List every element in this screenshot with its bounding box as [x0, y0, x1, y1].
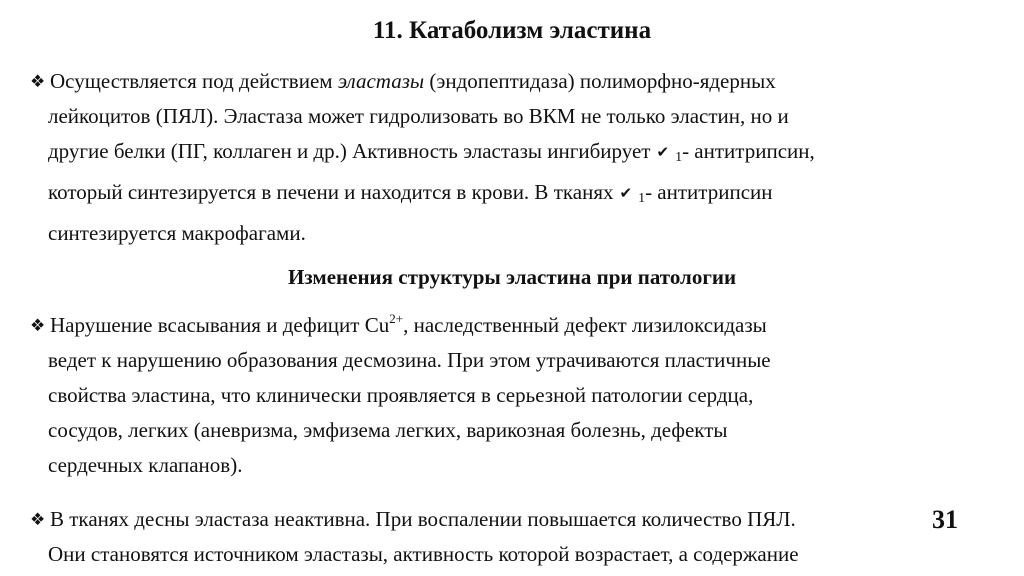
p2-line-5: сердечных клапанов). — [48, 453, 243, 477]
p1-text-1a: Осуществляется под действием — [50, 69, 338, 93]
p2-superscript: 2+ — [389, 311, 404, 326]
p1-subscript-4: 1 — [638, 191, 646, 206]
diamond-bullet-icon: ❖ — [30, 510, 46, 529]
paragraph-gum-tissue — [30, 502, 990, 572]
p2-line-3: свойства эластина, что клинически проявляется в серьезной патологии сердца, — [48, 383, 754, 407]
p3-line-1 — [30, 502, 990, 537]
p2-line-4: сосудов, легких (аневризма, эмфизема легких, варикозная болезнь, дефекты — [48, 418, 728, 442]
diamond-bullet-icon: ❖ — [30, 316, 46, 335]
p2-text-1a: Нарушение всасывания и дефицит Cu — [50, 313, 390, 337]
checkmark-alpha-icon: ✔ — [619, 186, 633, 202]
p1-subscript-3: 1 — [675, 150, 683, 165]
p1-line-3 — [30, 134, 990, 175]
p3-text-1: В тканях десны эластаза неактивна. При воспалении повышается количество ПЯЛ. — [50, 507, 796, 531]
p2-text-1b: , наследственный дефект лизилоксидазы — [403, 313, 767, 337]
p1-line-2: лейкоцитов (ПЯЛ). Эластаза может гидролизовать во ВКМ не только эластин, но и — [48, 104, 789, 128]
page-number: 31 — [932, 505, 958, 534]
section-subheading: Изменения структуры эластина при патологии — [287, 265, 737, 289]
slide-title: 11. Катаболизм эластина — [372, 17, 652, 44]
p3-line-2: Они становятся источником эластазы, активность которой возрастает, а содержание — [48, 542, 799, 566]
p1-text-4b: - антитрипсин — [645, 180, 773, 204]
p1-text-3a: другие белки (ПГ, коллаген и др.) Активность эластазы ингибирует — [48, 139, 651, 163]
p1-line-5: синтезируется макрофагами. — [48, 221, 306, 245]
p2-line-1 — [30, 308, 990, 343]
p1-line-1 — [30, 64, 990, 99]
p1-line-4 — [30, 175, 990, 216]
paragraph-pathology — [30, 308, 990, 483]
diamond-bullet-icon: ❖ — [30, 72, 46, 91]
checkmark-alpha-icon: ✔ — [656, 145, 670, 161]
paragraph-elastase-action — [30, 64, 990, 251]
p1-term-elastase: эластазы — [337, 69, 425, 93]
p2-line-2: ведет к нарушению образования десмозина. При этом утрачиваются пластичные — [48, 348, 771, 372]
p1-text-4a: который синтезируется в печени и находится в крови. В тканях — [48, 180, 614, 204]
p1-text-1b: (эндопептидаза) полиморфно-ядерных — [424, 69, 776, 93]
p1-text-3b: - антитрипсин, — [682, 139, 815, 163]
